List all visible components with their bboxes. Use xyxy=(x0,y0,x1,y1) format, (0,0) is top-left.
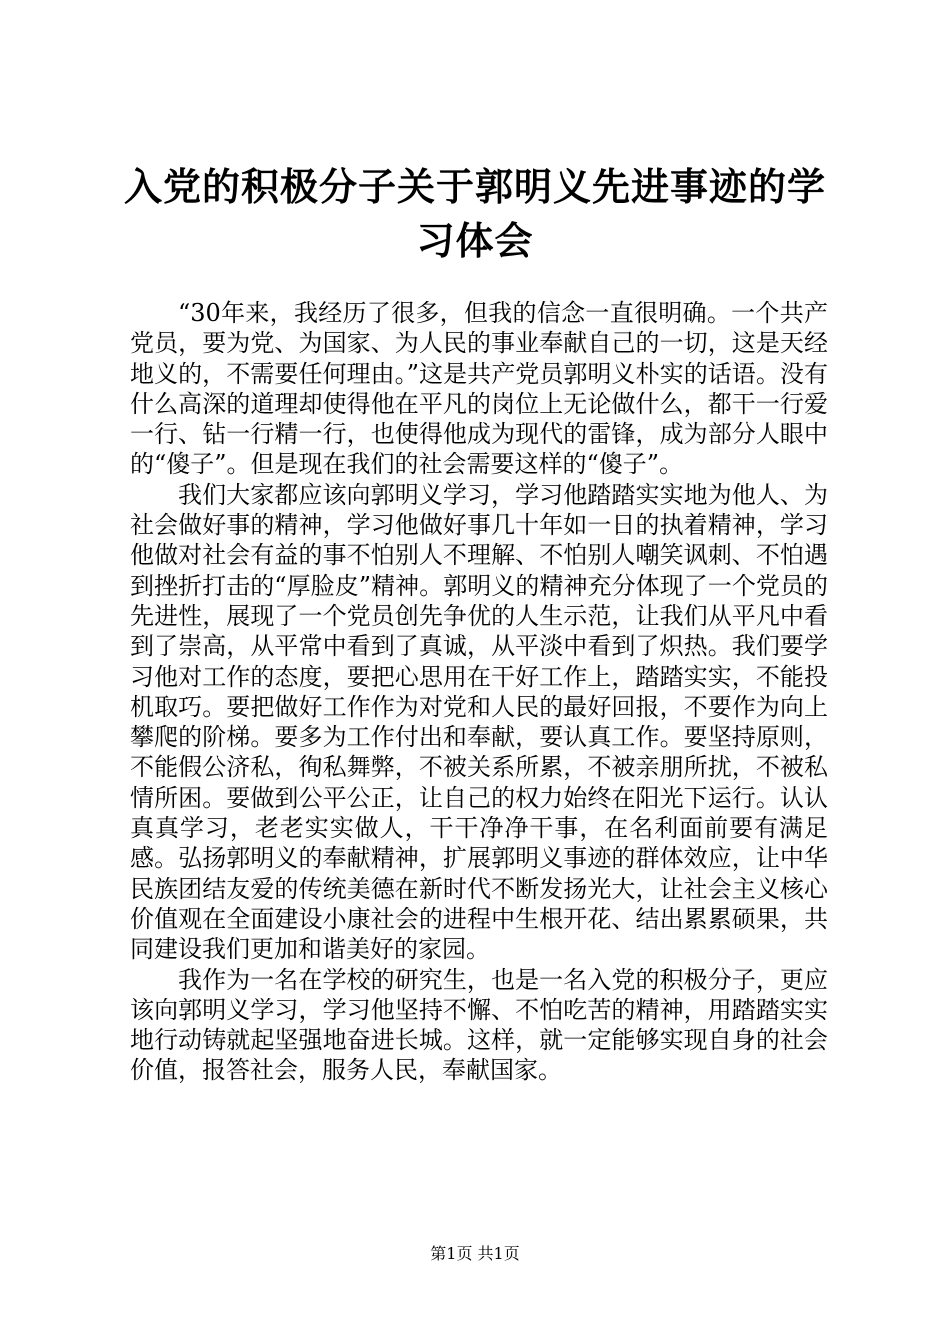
paragraph-3: 我作为一名在学校的研究生，也是一名入党的积极分子，更应该向郭明义学习，学习他坚持不懈、不怕吃苦的精神，用踏踏实实地行动铸就起坚强地奋进长城。这样，就一定能够实现自身的社会价值，报答社会，服务人民，奉献国家。 xyxy=(130,965,828,1085)
document-title: 入党的积极分子关于郭明义先进事迹的学习体会 xyxy=(123,164,826,263)
page-footer: 第1页 共1页 xyxy=(430,1244,520,1263)
paragraph-1: “30年来，我经历了很多，但我的信念一直很明确。一个共产党员，要为党、为国家、为人民的事业奉献自己的一切，这是天经地义的，不需要任何理由。”这是共产党员郭明义朴实的话语。没有什么高深的道理却使得他在平凡的岗位上无论做什么，都干一行爱一行、钻一行精一行，也使得他成为现代的雷锋，成为部分人眼中的“傻子”。但是现在我们的社会需要这样的“傻子”。 xyxy=(130,299,828,479)
paragraph-2: 我们大家都应该向郭明义学习，学习他踏踏实实地为他人、为社会做好事的精神，学习他做好事几十年如一日的执着精神，学习他做对社会有益的事不怕别人不理解、不怕别人嘲笑讽刺、不怕遇到挫折打击的“厚脸皮”精神。郭明义的精神充分体现了一个党员的先进性，展现了一个党员创先争优的人生示范，让我们从平凡中看到了崇高，从平常中看到了真诚，从平淡中看到了炽热。我们要学习他对工作的态度，要把心思用在干好工作上，踏踏实实，不能投机取巧。要把做好工作作为对党和人民的最好回报，不要作为向上攀爬的阶梯。要多为工作付出和奉献，要认真工作。要坚持原则，不能假公济私，徇私舞弊，不被关系所累，不被亲朋所扰，不被私情所困。要做到公平公正，让自己的权力始终在阳光下运行。认认真真学习，老老实实做人，干干净净干事，在名利面前要有满足感。弘扬郭明义的奉献精神，扩展郭明义事迹的群体效应，让中华民族团结友爱的传统美德在新时代不断发扬光大，让社会主义核心价值观在全面建设小康社会的进程中生根开花、结出累累硕果，共同建设我们更加和谐美好的家园。 xyxy=(130,480,828,964)
document-body xyxy=(130,298,828,1086)
